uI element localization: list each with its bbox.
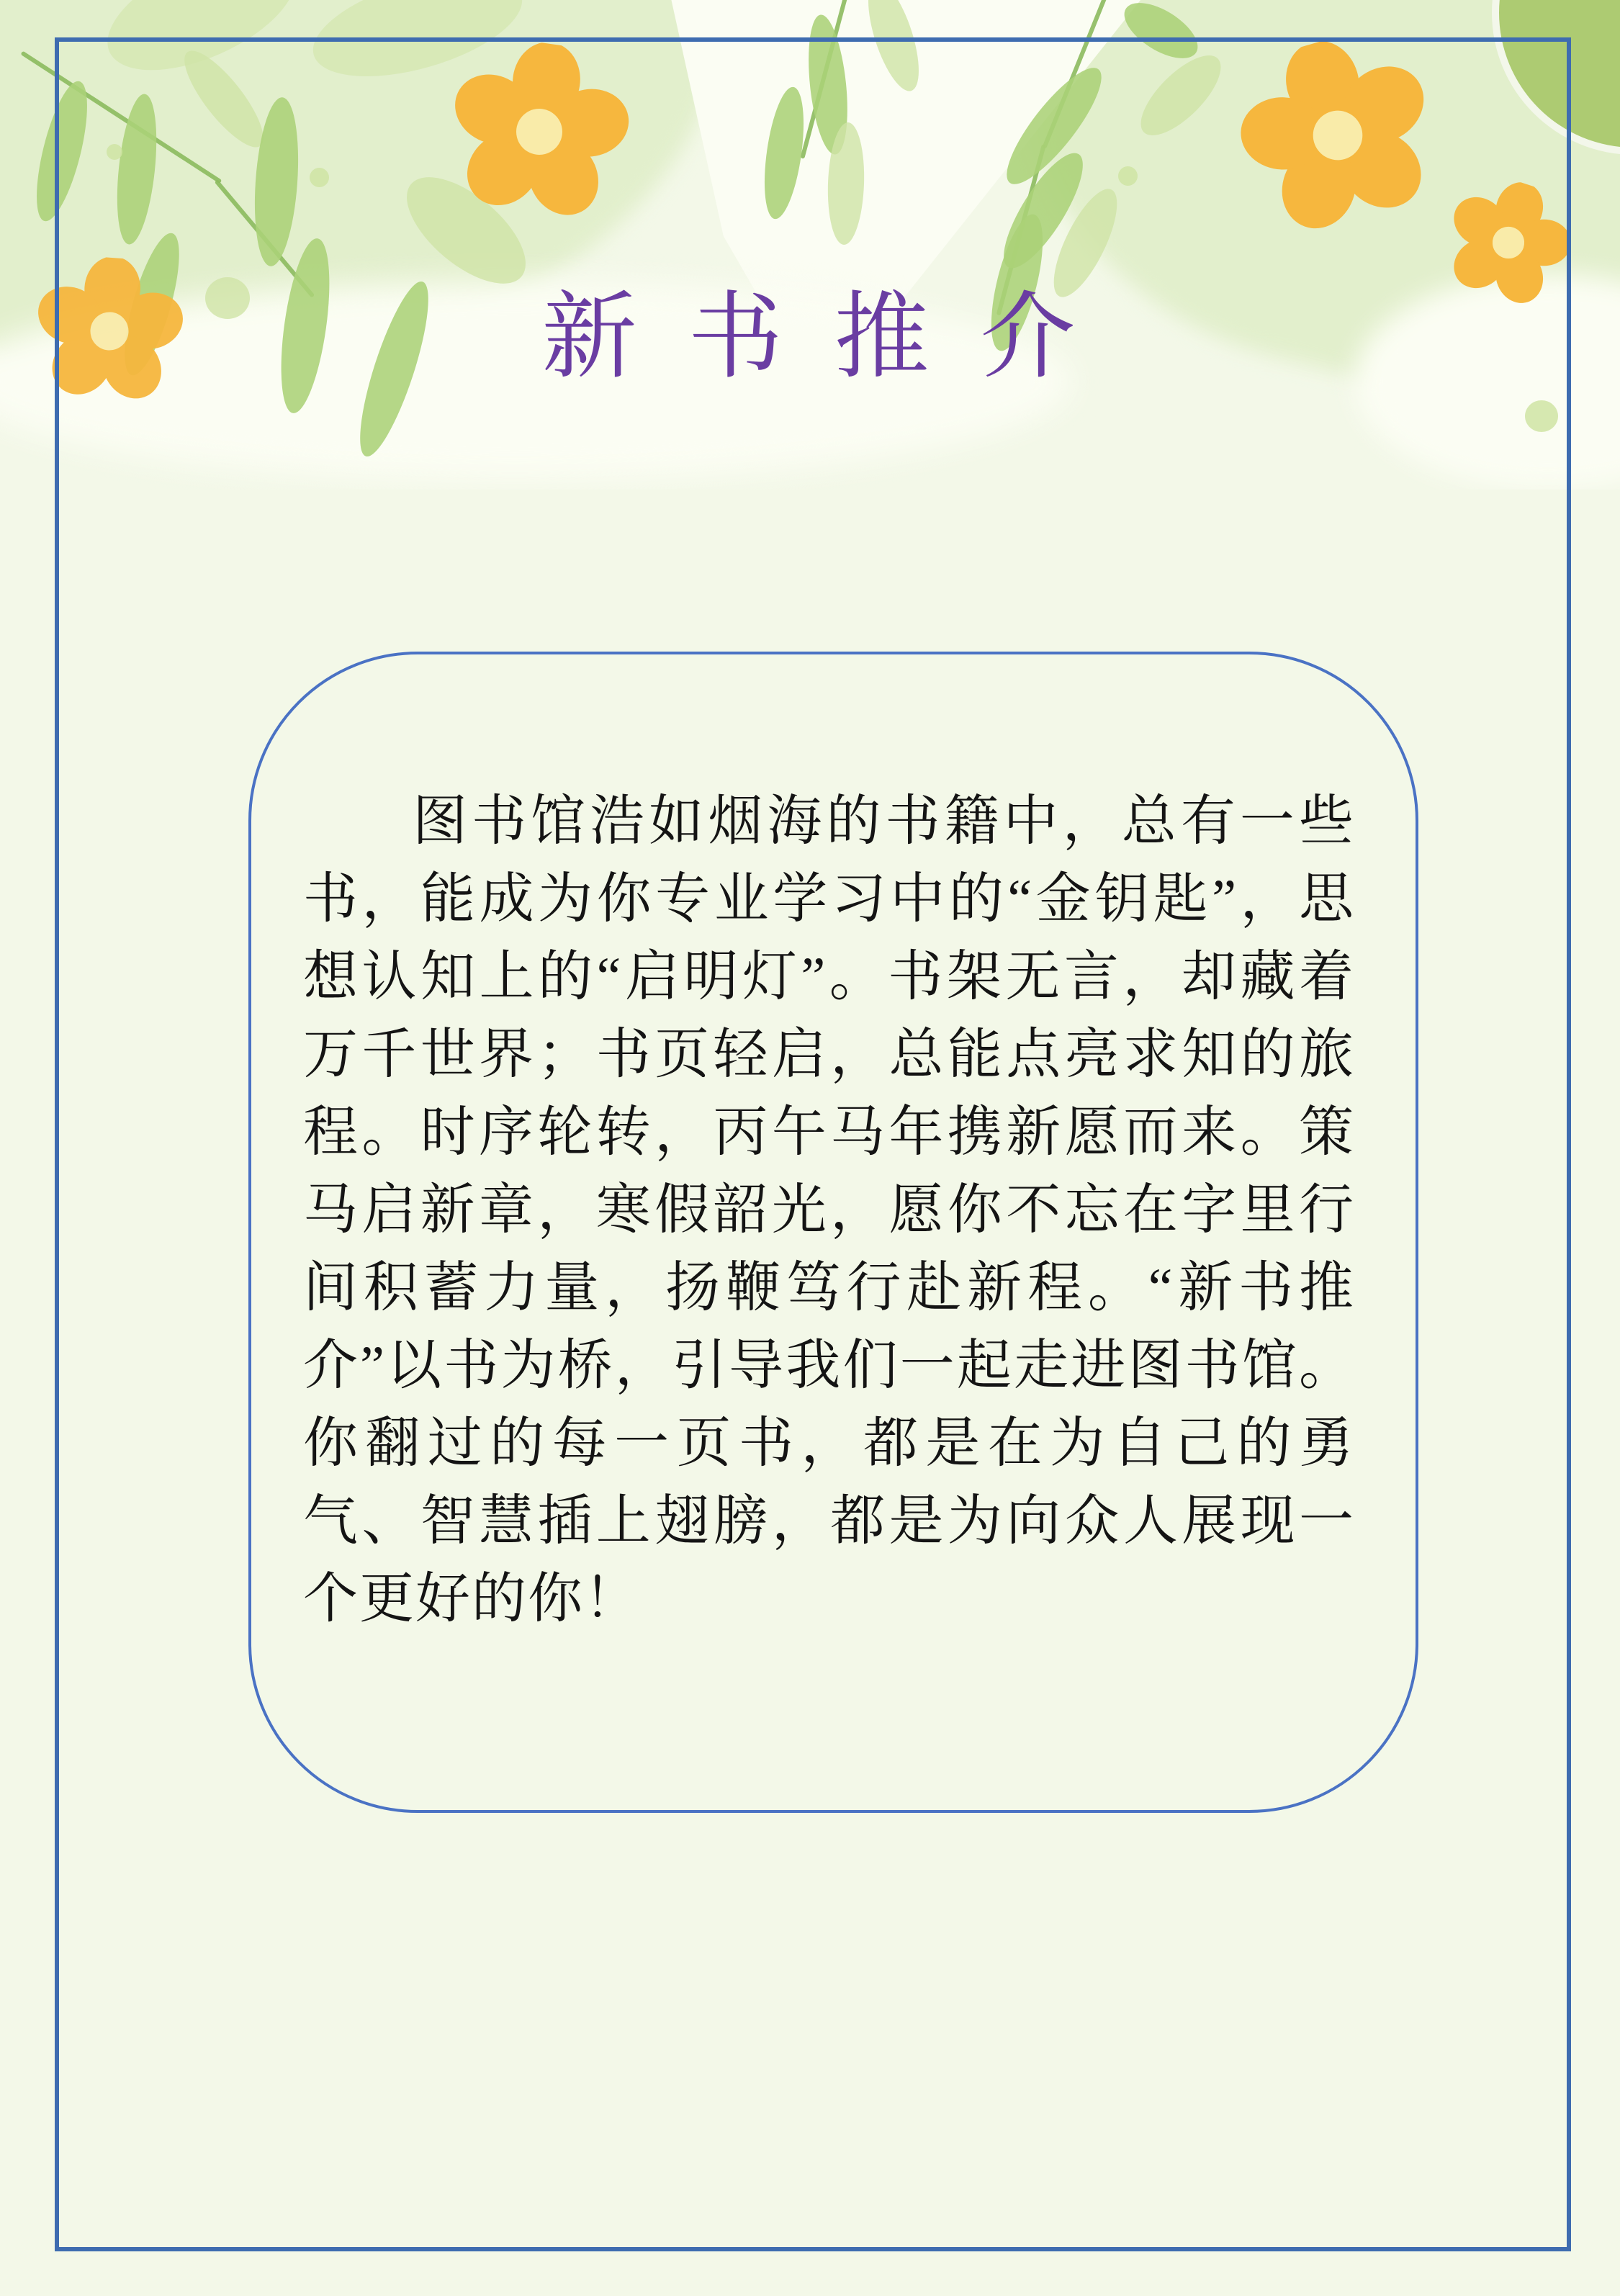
page-title: 新 书 推 介: [541, 284, 1079, 390]
quote-paragraph: 图书馆浩如烟海的书籍中，总有一些书，能成为你专业学习中的“金钥匙”，思想认知上的“启明灯”。书架无言，却藏着万千世界；书页轻启，总能点亮求知的旅程。时序轮转，丙午马年携新愿而来。策马启新章，寒假韶光，愿你不忘在字里行间积蓄力量，扬鞭笃行赴新程。“新书推介”以书为桥，引导我们一起走进图书馆。你翻过的每一页书，都是在为自己的勇气、智慧插上翅膀，都是为向众人展现一个更好的你！: [303, 791, 1355, 1629]
quote-box: [248, 652, 1418, 1813]
